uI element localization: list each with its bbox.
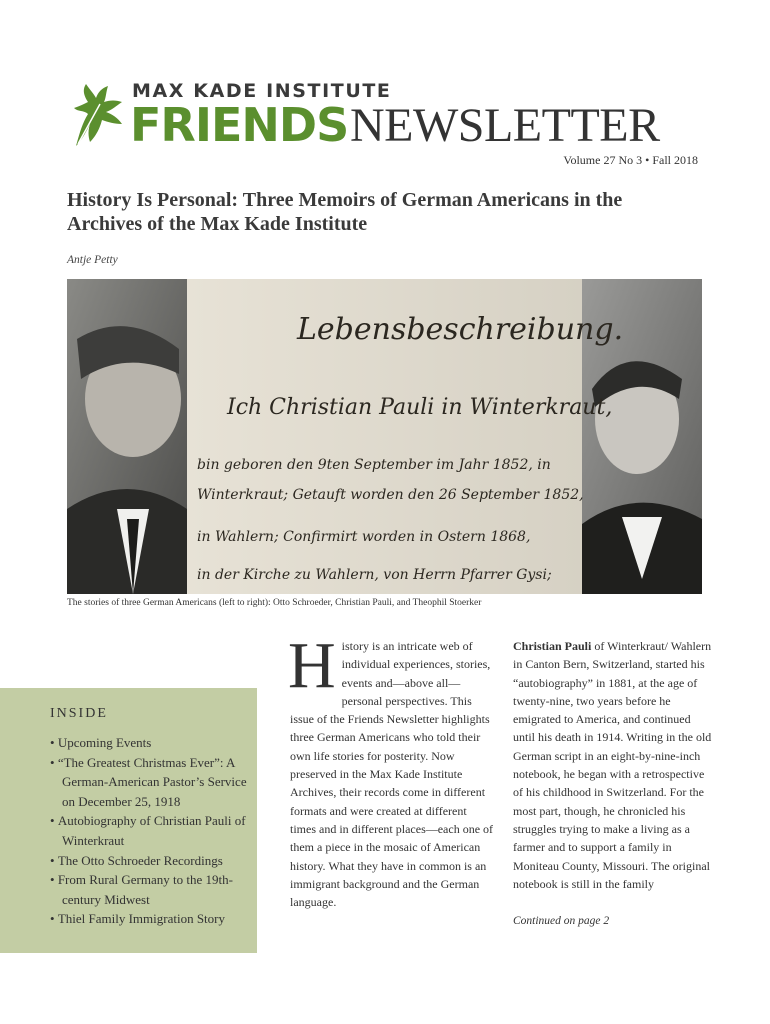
manuscript-line: bin geboren den 9ten September im Jahr 1852, in <box>197 457 551 473</box>
article-title: History Is Personal: Three Memoirs of German Americans in the Archives of the Max Kade Institute <box>67 189 623 235</box>
inside-item: • Upcoming Events <box>50 733 250 753</box>
inside-item: • The Otto Schroeder Recordings <box>50 851 250 871</box>
manuscript-line: in der Kirche zu Wahlern, von Herrn Pfarrer Gysi; <box>197 567 552 583</box>
column-2-text: of Winterkraut/ Wahlern in Canton Bern, Switzerland, started his “autobiography” in 1881, at the age of twenty-nine, two years before he emigrated to America, and continued until his death in 1914. Writing in the old German script in an eight-by-nine-inch notebook, he began with a retrospective of his childhood in Switzerland. For the most part, though, he chronicled his struggles trying to make a living as a farmer and to support a family in Moniteau County, Missouri. The original notebook is still in the family <box>513 639 712 891</box>
continued-link[interactable]: Continued on page 2 <box>513 915 610 927</box>
issue-info: Volume 27 No 3 • Fall 2018 <box>563 153 698 167</box>
inside-item: • From Rural Germany to the 19th-century Midwest <box>50 870 250 909</box>
newsletter-wordmark: NEWSLETTER <box>350 99 660 152</box>
manuscript-line: Ich Christian Pauli in Winterkraut, <box>227 395 613 420</box>
drop-cap: H <box>288 629 336 702</box>
article-column-2 <box>513 637 713 893</box>
inside-item: • Thiel Family Immigration Story <box>50 909 250 929</box>
friends-wordmark: FRIENDS <box>130 98 349 152</box>
inside-title: INSIDE <box>50 706 108 721</box>
article-photo <box>67 279 702 594</box>
photo-caption: The stories of three German Americans (left to right): Otto Schroeder, Christian Pauli, and Theophil Stoerker <box>67 598 482 608</box>
article-author: Antje Petty <box>67 254 118 266</box>
column-2-lead: Christian Pauli <box>513 639 592 653</box>
article-column-1 <box>288 629 495 911</box>
photo-collage <box>67 279 702 594</box>
manuscript-line: in Wahlern; Confirmirt worden in Ostern 1868, <box>197 529 531 545</box>
institute-name: MAX KADE INSTITUTE <box>132 80 392 102</box>
manuscript-heading: Lebensbeschreibung. <box>297 312 624 347</box>
inside-item: • “The Greatest Christmas Ever”: A German-American Pastor’s Service on December 25, 1918 <box>50 753 250 812</box>
inside-list <box>50 733 250 929</box>
inside-item: • Autobiography of Christian Pauli of Winterkraut <box>50 811 250 850</box>
manuscript-line: Winterkraut; Getauft worden den 26 September 1852, <box>197 487 584 503</box>
oak-leaf-logo-icon <box>66 80 130 150</box>
column-1-text: istory is an intricate web of individual experiences, stories, events and—above all—personal perspectives. This issue of the Friends Newsletter highlights three German Americans who told their own life stories for posterity. Now preserved in the Max Kade Institute Archives, their records come in different formats and were created at different times and in different places—each one of them a piece in the mosaic of American history. What they have in common is an immigrant background and the German language. <box>290 639 494 910</box>
